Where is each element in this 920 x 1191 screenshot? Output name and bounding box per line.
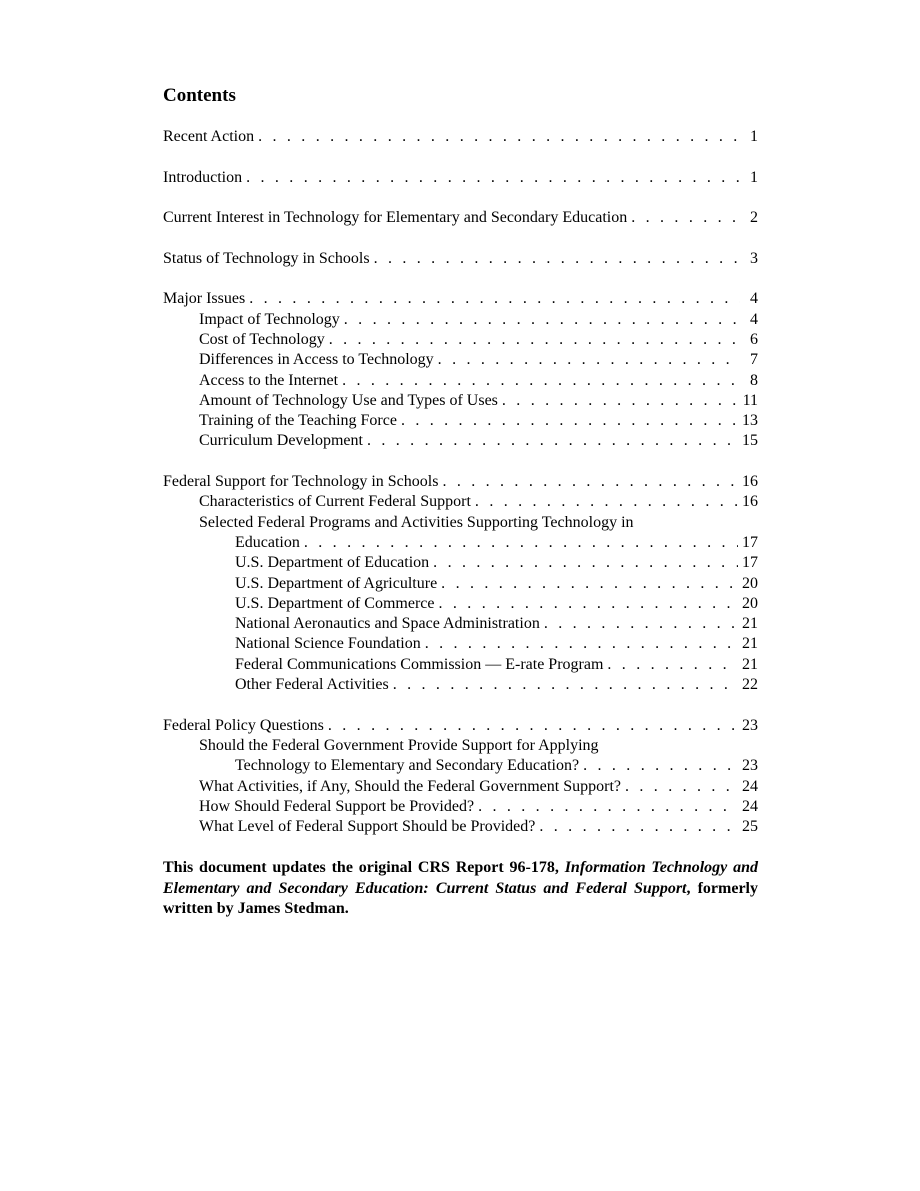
toc-title: Amount of Technology Use and Types of Uses — [199, 391, 502, 411]
toc-page-number: 1 — [750, 168, 758, 186]
toc-title: What Level of Federal Support Should be Provided? — [199, 817, 539, 837]
dot-leader — [438, 350, 740, 370]
toc-entry-major-issues[interactable] — [163, 289, 758, 309]
toc-title: U.S. Department of Commerce — [235, 594, 439, 614]
contents-page — [163, 84, 758, 935]
dot-leader — [544, 614, 738, 634]
toc-page-number: 3 — [750, 249, 758, 267]
toc-title: Curriculum Development — [199, 431, 367, 451]
dot-leader — [328, 716, 738, 736]
toc-page-number: 22 — [742, 676, 758, 694]
toc-title: Introduction — [163, 168, 246, 188]
toc-page-number: 24 — [742, 797, 758, 815]
dot-leader — [344, 310, 740, 330]
toc-page-number: 1 — [750, 128, 758, 145]
dot-leader — [342, 371, 740, 391]
toc-title: What Activities, if Any, Should the Federal Government Support? — [199, 777, 625, 797]
toc-page-number: 23 — [742, 757, 758, 775]
dot-leader — [441, 574, 738, 594]
toc-page-number: 21 — [742, 655, 758, 673]
toc-entry-current-interest[interactable] — [163, 208, 758, 228]
toc-entry-what-level[interactable] — [163, 817, 758, 837]
toc-page-number: 17 — [742, 533, 758, 551]
toc-entry-federal-support[interactable] — [163, 472, 758, 492]
toc-entry-dept-agriculture[interactable] — [163, 574, 758, 594]
toc-page-number: 17 — [742, 554, 758, 572]
report-update-note — [163, 858, 758, 919]
dot-leader — [329, 330, 740, 350]
toc-title: U.S. Department of Agriculture — [235, 574, 441, 594]
toc-page-number: 20 — [742, 594, 758, 612]
toc-entry-recent-action[interactable] — [163, 127, 758, 147]
toc-entry-training[interactable] — [163, 411, 758, 431]
toc-title: Federal Policy Questions — [163, 716, 328, 736]
dot-leader — [478, 797, 738, 817]
dot-leader — [631, 208, 740, 228]
toc-title-line-1: Should the Federal Government Provide Support for Applying — [199, 736, 599, 754]
toc-entry-should-provide[interactable] — [163, 736, 758, 777]
toc-page-number: 6 — [750, 330, 758, 348]
dot-leader — [393, 675, 738, 695]
toc-page-number: 7 — [750, 351, 758, 369]
toc-entry-nasa[interactable] — [163, 614, 758, 634]
dot-leader — [439, 594, 739, 614]
toc-entry-policy-questions[interactable] — [163, 716, 758, 736]
toc-title: Federal Support for Technology in Schools — [163, 472, 442, 492]
toc-entry-what-activities[interactable] — [163, 777, 758, 797]
toc-page-number: 21 — [742, 615, 758, 633]
dot-leader — [304, 533, 738, 553]
toc-page-number: 16 — [742, 493, 758, 511]
toc-entry-status[interactable] — [163, 249, 758, 269]
dot-leader — [539, 817, 738, 837]
toc-entry-curriculum[interactable] — [163, 431, 758, 451]
toc-entry-selected-programs[interactable] — [163, 513, 758, 554]
dot-leader — [502, 391, 739, 411]
toc-title: Other Federal Activities — [235, 675, 393, 695]
toc-page-number: 16 — [742, 473, 758, 491]
toc-page-number: 15 — [742, 432, 758, 450]
toc-title: Status of Technology in Schools — [163, 249, 374, 269]
toc-entry-introduction[interactable] — [163, 168, 758, 188]
toc-title: National Science Foundation — [235, 634, 425, 654]
toc-entry-amount-of-use[interactable] — [163, 391, 758, 411]
page-title: Contents — [163, 85, 236, 106]
toc-page-number: 24 — [742, 777, 758, 795]
toc-entry-differences[interactable] — [163, 350, 758, 370]
dot-leader — [433, 553, 738, 573]
toc-title: U.S. Department of Education — [235, 553, 433, 573]
dot-leader — [401, 411, 738, 431]
toc-page-number: 4 — [750, 310, 758, 328]
toc-entry-dept-education[interactable] — [163, 553, 758, 573]
toc-title: National Aeronautics and Space Administration — [235, 614, 544, 634]
dot-leader — [258, 127, 740, 147]
dot-leader — [442, 472, 738, 492]
toc-title-line-2: Technology to Elementary and Secondary Education? — [235, 756, 583, 776]
toc-title-line-1: Selected Federal Programs and Activities Supporting Technology in — [199, 513, 634, 531]
dot-leader — [583, 756, 738, 776]
toc-entry-other-federal[interactable] — [163, 675, 758, 695]
toc-page-number: 23 — [742, 716, 758, 734]
toc-entry-dept-commerce[interactable] — [163, 594, 758, 614]
dot-leader — [367, 431, 738, 451]
toc-page-number: 21 — [742, 635, 758, 653]
toc-title: Characteristics of Current Federal Support — [199, 492, 475, 512]
toc-page-number: 11 — [742, 391, 758, 409]
note-text-start: This document updates the original CRS Report 96-178, — [163, 859, 565, 877]
report-title-italic: Information Technology and Elementary and Secondary Education: Current Status and Federal Support — [163, 859, 758, 897]
toc-page-number: 8 — [750, 371, 758, 389]
dot-leader — [475, 492, 738, 512]
toc-title: Cost of Technology — [199, 330, 329, 350]
toc-entry-internet[interactable] — [163, 371, 758, 391]
toc-title: Current Interest in Technology for Elementary and Secondary Education — [163, 208, 631, 228]
toc-entry-how-provided[interactable] — [163, 797, 758, 817]
toc-page-number: 20 — [742, 574, 758, 592]
toc-title: Access to the Internet — [199, 371, 342, 391]
toc-title: Recent Action — [163, 127, 258, 147]
toc-page-number: 4 — [750, 290, 758, 308]
toc-page-number: 2 — [750, 209, 758, 227]
toc-entry-characteristics[interactable] — [163, 492, 758, 512]
toc-title: How Should Federal Support be Provided? — [199, 797, 478, 817]
toc-title: Federal Communications Commission — E-rate Program — [235, 655, 607, 675]
toc-page-number: 13 — [742, 412, 758, 430]
toc-entry-cost[interactable] — [163, 330, 758, 350]
dot-leader — [374, 249, 740, 269]
toc-title: Differences in Access to Technology — [199, 350, 438, 370]
dot-leader — [607, 655, 738, 675]
dot-leader — [249, 289, 740, 309]
note-text-end: , formerly written by James Stedman. — [163, 879, 758, 917]
toc-title: Impact of Technology — [199, 310, 344, 330]
toc-title: Major Issues — [163, 289, 249, 309]
toc-page-number: 25 — [742, 818, 758, 836]
toc-entry-nsf[interactable] — [163, 634, 758, 654]
toc-title-line-2: Education — [235, 533, 304, 553]
toc-entry-impact[interactable] — [163, 310, 758, 330]
toc-entry-fcc-erate[interactable] — [163, 655, 758, 675]
dot-leader — [425, 634, 738, 654]
dot-leader — [246, 168, 740, 188]
dot-leader — [625, 777, 738, 797]
toc-title: Training of the Teaching Force — [199, 411, 401, 431]
